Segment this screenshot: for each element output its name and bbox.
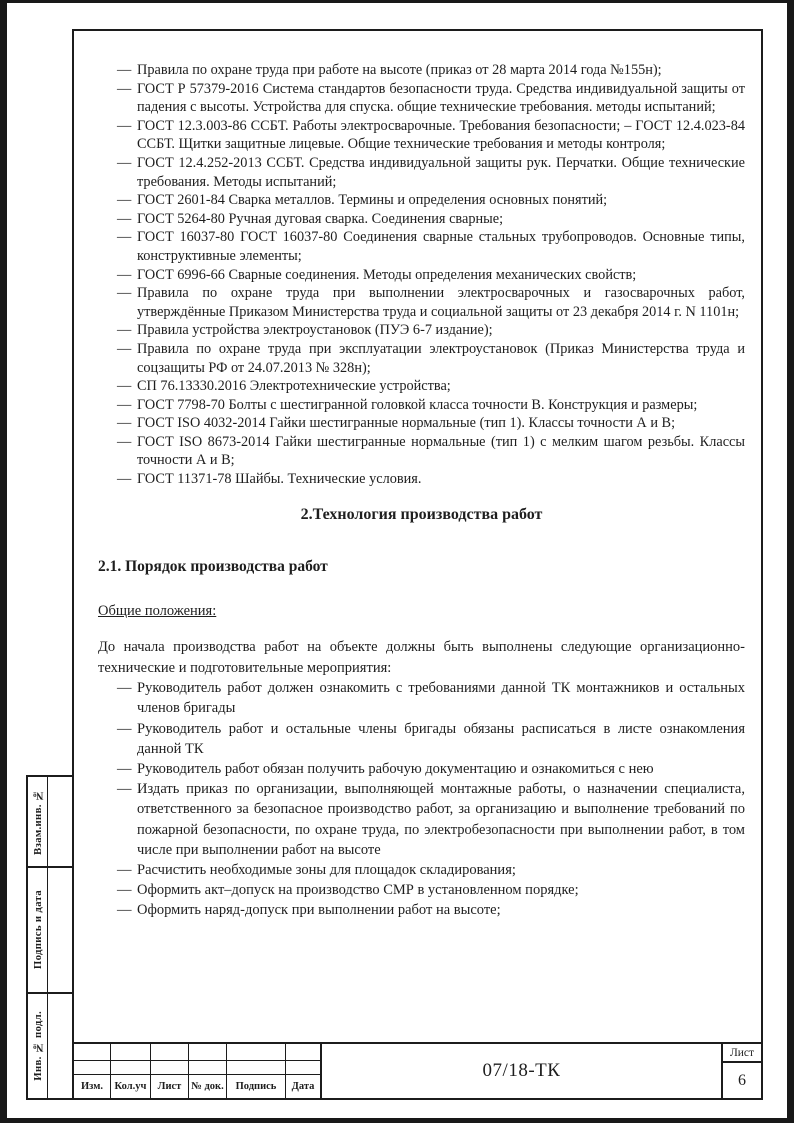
document-number: 07/18-ТК bbox=[482, 1060, 561, 1081]
title-block-empty-cell bbox=[151, 1061, 189, 1075]
list-dash: — bbox=[117, 882, 132, 899]
list-item-text: СП 76.13330.2016 Электротехнические устройства; bbox=[137, 378, 451, 395]
title-block-empty-cell bbox=[111, 1061, 151, 1075]
document-number-cell bbox=[322, 1044, 721, 1098]
list-dash: — bbox=[117, 229, 132, 246]
list-item-text: ГОСТ 2601-84 Сварка металлов. Термины и определения основных понятий; bbox=[137, 192, 608, 209]
sheet-number-cell bbox=[721, 1044, 761, 1098]
list-item-text: Правила устройства электроустановок (ПУЭ 6-7 издание); bbox=[137, 322, 493, 339]
stamp-row-vzam-inv bbox=[26, 775, 72, 868]
sheet-number: 6 bbox=[738, 1071, 746, 1089]
title-block-column-header bbox=[189, 1075, 227, 1098]
title-block-column-header bbox=[74, 1075, 111, 1098]
stamp-label-text: Инв. № подл. bbox=[31, 1011, 44, 1081]
list-item-text: ГОСТ 5264-80 Ручная дуговая сварка. Соединения сварные; bbox=[137, 210, 504, 227]
title-block-empty-cell bbox=[151, 1044, 189, 1061]
list-dash: — bbox=[117, 378, 132, 395]
column-header-label: Кол.уч bbox=[114, 1081, 147, 1092]
stamp-empty-cell bbox=[48, 777, 72, 866]
column-header-label: Дата bbox=[291, 1081, 315, 1092]
list-dash: — bbox=[117, 192, 132, 209]
list-item bbox=[98, 414, 745, 433]
list-dash: — bbox=[117, 117, 132, 134]
measures-list bbox=[98, 678, 745, 920]
list-item-text: ГОСТ ISO 8673-2014 Гайки шестигранные нормальные (тип 1) с мелким шагом резьбы. Классы точности А и В; bbox=[137, 433, 745, 469]
title-block-empty-cell bbox=[74, 1061, 111, 1075]
references-list bbox=[98, 61, 745, 489]
list-dash: — bbox=[117, 154, 132, 171]
document-page bbox=[7, 3, 787, 1118]
list-item bbox=[98, 228, 745, 265]
title-block-empty-cell bbox=[111, 1044, 151, 1061]
list-item-text: Руководитель работ и остальные члены бригады обязаны расписаться в листе ознакомления данной ТК bbox=[137, 720, 745, 757]
title-block-empty-cell bbox=[227, 1061, 286, 1075]
title-block-column-header bbox=[111, 1075, 151, 1098]
list-dash: — bbox=[117, 62, 132, 78]
column-header-label: Лист bbox=[157, 1081, 182, 1092]
list-dash: — bbox=[117, 266, 132, 283]
title-block-empty-cell bbox=[286, 1044, 322, 1061]
stamp-row-podpis-data bbox=[26, 868, 72, 994]
list-dash: — bbox=[117, 396, 132, 413]
list-dash: — bbox=[117, 322, 132, 339]
title-block-empty-cell bbox=[189, 1061, 227, 1075]
list-item-text: ГОСТ 7798-70 Болты с шестигранной головкой класса точности В. Конструкция и размеры; bbox=[137, 396, 698, 413]
list-item-text: ГОСТ Р 57379-2016 Система стандартов безопасности труда. Средства индивидуальной защиты от падения с высоты. Устройства для спуска. общие технические требования. методы испытаний; bbox=[137, 80, 745, 116]
document-frame bbox=[72, 29, 763, 1100]
list-item bbox=[98, 470, 745, 489]
list-item-text: Издать приказ по организации, выполняющей монтажные работы, о назначении специалиста, ответственного за безопасное производство работ, за организацию и выполнение требований по пожарной безопасности, по охране труда, по электробезопасности при выполнении работ, в том числе при выполнении работ на высоте bbox=[137, 781, 745, 858]
list-item bbox=[98, 117, 745, 154]
list-item-text: ГОСТ 6996-66 Сварные соединения. Методы определения механических свойств; bbox=[137, 266, 637, 283]
stamp-label-cell bbox=[28, 868, 48, 992]
page-content bbox=[74, 31, 761, 1040]
list-item-text: Правила по охране труда при эксплуатации электроустановок (Приказ Министерства труда и соцзащиты РФ от 24.07.2013 № 328н); bbox=[137, 340, 745, 376]
list-item-text: Оформить наряд-допуск при выполнении работ на высоте; bbox=[137, 902, 501, 919]
column-header-label: Подпись bbox=[235, 1081, 277, 1092]
title-block-empty-cell bbox=[286, 1061, 322, 1075]
list-item bbox=[98, 284, 745, 321]
list-item-text: Руководитель работ должен ознакомить с требованиями данной ТК монтажников и остальных членов бригады bbox=[137, 680, 745, 717]
stamp-empty-cell bbox=[48, 994, 72, 1098]
list-item-text: ГОСТ 12.3.003-86 ССБТ. Работы электросварочные. Требования безопасности; – ГОСТ 12.4.023-84 ССБТ. Щитки защитные лицевые. Общие технические требования и методы контроля; bbox=[137, 117, 745, 153]
list-dash: — bbox=[117, 781, 132, 798]
list-dash: — bbox=[117, 210, 132, 227]
general-provisions-label: Общие положения: bbox=[98, 602, 217, 619]
list-item bbox=[98, 779, 745, 860]
column-header-label: Изм. bbox=[80, 1081, 103, 1092]
list-dash: — bbox=[117, 285, 132, 302]
list-item-text: Оформить акт–допуск на производство СМР в установленном порядке; bbox=[137, 882, 579, 899]
title-block-column-header bbox=[227, 1075, 286, 1098]
list-item bbox=[98, 719, 745, 759]
list-dash: — bbox=[117, 680, 132, 697]
list-dash: — bbox=[117, 340, 132, 357]
intro-paragraph: До начала производства работ на объекте должны быть выполнены следующие организационно-технические и подготовительные мероприятия: bbox=[98, 639, 745, 676]
title-block-empty-cell bbox=[74, 1044, 111, 1061]
title-block-column-header bbox=[286, 1075, 322, 1098]
list-item-text: Руководитель работ обязан получить рабочую документацию и ознакомиться с нею bbox=[137, 761, 654, 778]
section-heading: 2.Технология производства работ bbox=[300, 505, 543, 523]
column-header-label: № док. bbox=[191, 1081, 224, 1092]
left-stamp bbox=[26, 775, 72, 1100]
sheet-label: Лист bbox=[723, 1044, 761, 1063]
list-item-text: Правила по охране труда при работе на высоте (приказ от 28 марта 2014 года №155н); bbox=[137, 62, 662, 78]
list-item bbox=[98, 210, 745, 229]
list-item bbox=[98, 900, 745, 920]
list-dash: — bbox=[117, 80, 132, 97]
stamp-label-cell bbox=[28, 777, 48, 866]
list-item bbox=[98, 191, 745, 210]
list-dash: — bbox=[117, 471, 132, 488]
list-item-text: Расчистить необходимые зоны для площадок складирования; bbox=[137, 862, 516, 879]
title-block-revision-table bbox=[74, 1044, 322, 1098]
list-item-text: Правила по охране труда при выполнении электросварочных и газосварочных работ, утверждённые Приказом Министерства труда и социальной защиты от 23 декабря 2014 г. N 1101н; bbox=[137, 285, 745, 320]
list-item-text: ГОСТ 11371-78 Шайбы. Технические условия. bbox=[137, 471, 422, 488]
subsection-heading: 2.1. Порядок производства работ bbox=[98, 557, 328, 575]
stamp-empty-cell bbox=[48, 868, 72, 992]
list-item bbox=[98, 377, 745, 396]
list-dash: — bbox=[117, 415, 132, 432]
stamp-row-inv-podl bbox=[26, 994, 72, 1100]
list-dash: — bbox=[117, 902, 132, 919]
title-block-empty-cell bbox=[227, 1044, 286, 1061]
list-item bbox=[98, 433, 745, 470]
list-item bbox=[98, 678, 745, 718]
list-item bbox=[98, 860, 745, 880]
list-item bbox=[98, 396, 745, 415]
stamp-label-text: Подпись и дата bbox=[31, 890, 44, 970]
list-dash: — bbox=[117, 761, 132, 778]
title-block-empty-cell bbox=[189, 1044, 227, 1061]
title-block-column-header bbox=[151, 1075, 189, 1098]
list-item bbox=[98, 61, 745, 80]
list-item bbox=[98, 266, 745, 285]
list-dash: — bbox=[117, 720, 132, 737]
list-dash: — bbox=[117, 433, 132, 450]
list-item-text: ГОСТ ISO 4032-2014 Гайки шестигранные нормальные (тип 1). Классы точности А и В; bbox=[137, 415, 676, 432]
stamp-label-text: Взам.инв. № bbox=[31, 788, 44, 855]
list-item bbox=[98, 321, 745, 340]
title-block bbox=[74, 1042, 761, 1098]
stamp-label-cell bbox=[28, 994, 48, 1098]
list-item bbox=[98, 80, 745, 117]
list-dash: — bbox=[117, 862, 132, 879]
list-item bbox=[98, 340, 745, 377]
list-item bbox=[98, 880, 745, 900]
list-item bbox=[98, 759, 745, 779]
list-item bbox=[98, 154, 745, 191]
list-item-text: ГОСТ 12.4.252-2013 ССБТ. Средства индивидуальной защиты рук. Перчатки. Общие технические требования. Методы испытаний; bbox=[137, 154, 745, 190]
list-item-text: ГОСТ 16037-80 ГОСТ 16037-80 Соединения сварные стальных трубопроводов. Основные типы, конструктивные элементы; bbox=[137, 229, 745, 264]
